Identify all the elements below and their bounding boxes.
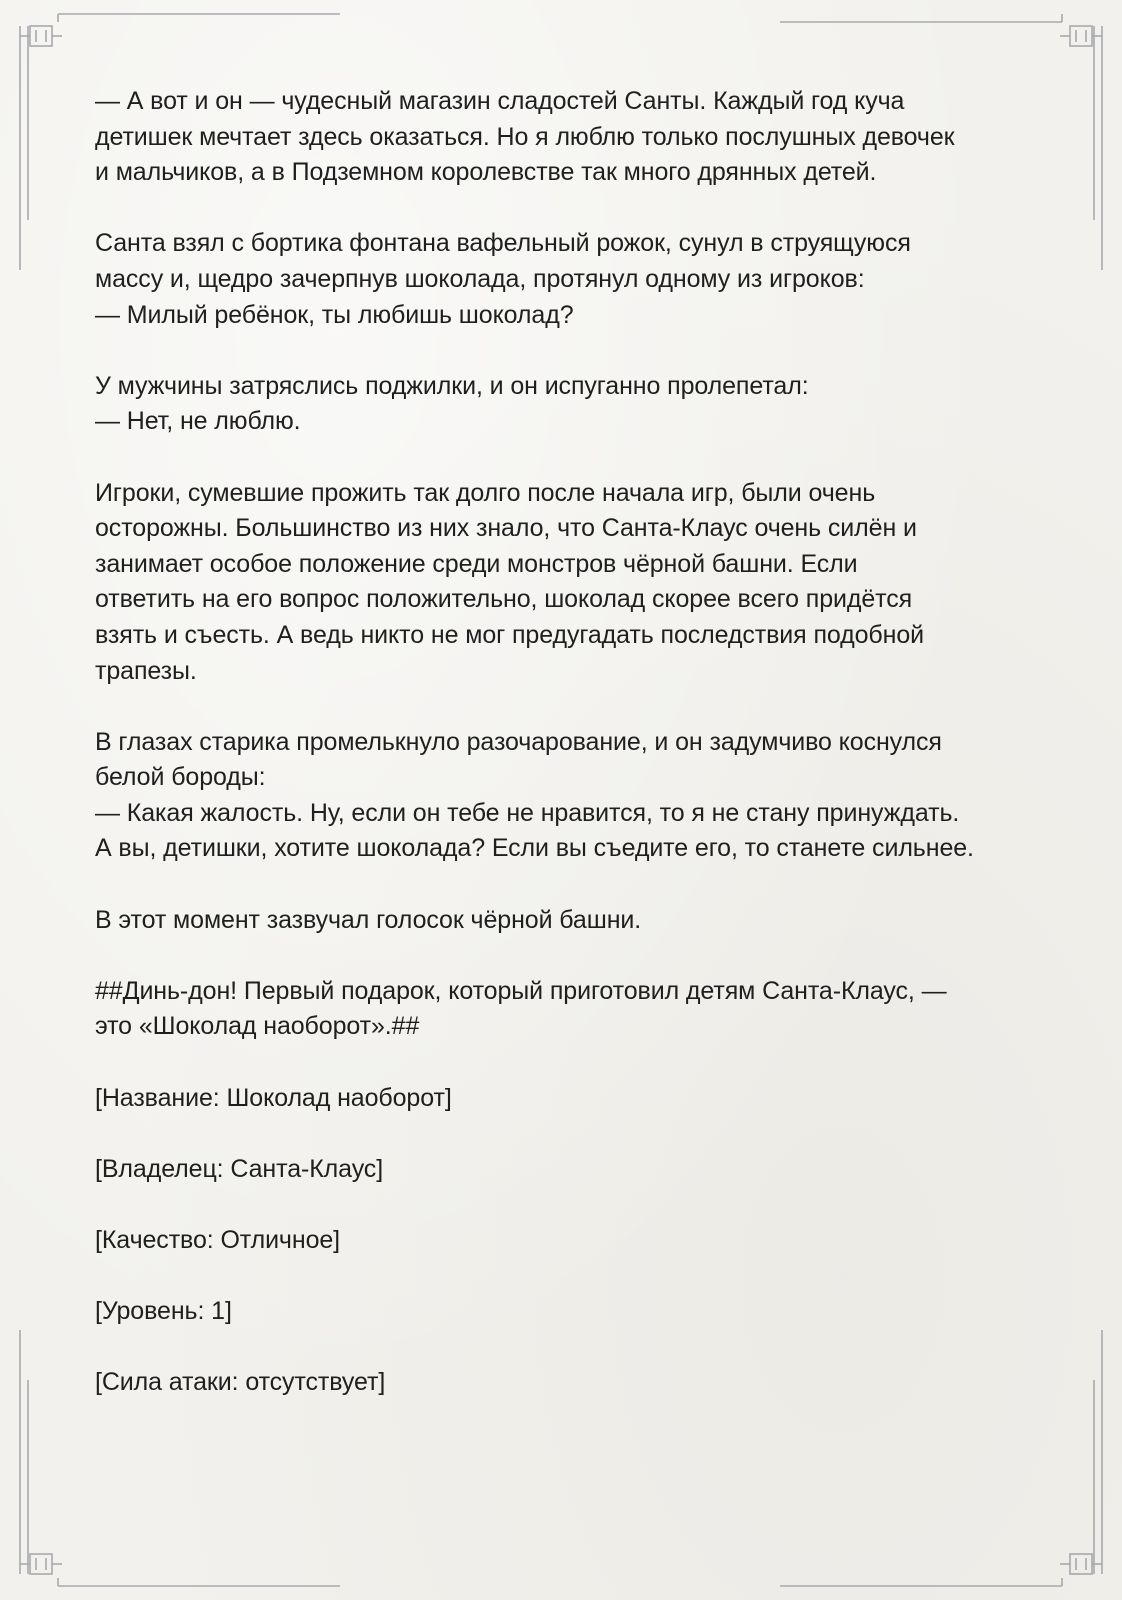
text-line: это «Шоколад наоборот».## bbox=[95, 1012, 420, 1041]
paragraph bbox=[95, 974, 1035, 1045]
text-line: массу и, щедро зачерпнув шоколада, протянул одному из игроков: bbox=[95, 264, 865, 293]
text-line: Игроки, сумевшие прожить так долго после начала игр, были очень bbox=[95, 478, 876, 507]
paragraph bbox=[95, 725, 1035, 867]
text-line: У мужчины затряслись поджилки, и он испуганно пролепетал: bbox=[95, 371, 809, 400]
text-line: [Владелец: Санта-Клаус] bbox=[95, 1154, 384, 1183]
paragraph bbox=[95, 1223, 1035, 1259]
text-line: — Какая жалость. Ну, если он тебе не нравится, то я не стану принуждать. bbox=[95, 798, 960, 827]
text-line: А вы, детишки, хотите шоколада? Если вы съедите его, то станете сильнее. bbox=[95, 834, 974, 863]
text-line: трапезы. bbox=[95, 656, 197, 685]
paragraph bbox=[95, 1152, 1035, 1188]
text-line: занимает особое положение среди монстров чёрной башни. Если bbox=[95, 549, 858, 578]
paragraph bbox=[95, 84, 1035, 191]
paragraph bbox=[95, 476, 1035, 690]
text-line: осторожны. Большинство из них знало, что Санта-Клаус очень силён и bbox=[95, 514, 917, 543]
text-line: белой бороды: bbox=[95, 763, 266, 792]
text-line: [Название: Шоколад наоборот] bbox=[95, 1083, 452, 1112]
paragraph bbox=[95, 1365, 1035, 1401]
paragraph bbox=[95, 226, 1035, 333]
text-line: взять и съесть. А ведь никто не мог предугадать последствия подобной bbox=[95, 620, 925, 649]
text-line: — Нет, не люблю. bbox=[95, 407, 301, 436]
text-line: В этот момент зазвучал голосок чёрной башни. bbox=[95, 905, 642, 934]
text-line: Санта взял с бортика фонтана вафельный рожок, сунул в струящуюся bbox=[95, 229, 911, 258]
text-line: В глазах старика промелькнуло разочарование, и он задумчиво коснулся bbox=[95, 727, 942, 756]
paragraph bbox=[95, 1294, 1035, 1330]
paragraph bbox=[95, 369, 1035, 440]
text-line: детишек мечтает здесь оказаться. Но я люблю только послушных девочек bbox=[95, 122, 955, 151]
text-line: — Милый ребёнок, ты любишь шоколад? bbox=[95, 300, 574, 329]
text-line: ответить на его вопрос положительно, шоколад скорее всего придётся bbox=[95, 585, 913, 614]
text-line: ##Динь-дон! Первый подарок, который приготовил детям Санта-Клаус, — bbox=[95, 976, 947, 1005]
text-line: [Качество: Отличное] bbox=[95, 1226, 341, 1254]
text-line: [Сила атаки: отсутствует] bbox=[95, 1368, 386, 1397]
paragraph bbox=[95, 903, 1035, 939]
text-line: — А вот и он — чудесный магазин сладостей Санты. Каждый год куча bbox=[95, 87, 905, 115]
document-body bbox=[95, 84, 1035, 1437]
text-line: [Уровень: 1] bbox=[95, 1297, 232, 1326]
text-line: и мальчиков, а в Подземном королевстве так много дрянных детей. bbox=[95, 158, 877, 187]
paragraph bbox=[95, 1081, 1035, 1117]
